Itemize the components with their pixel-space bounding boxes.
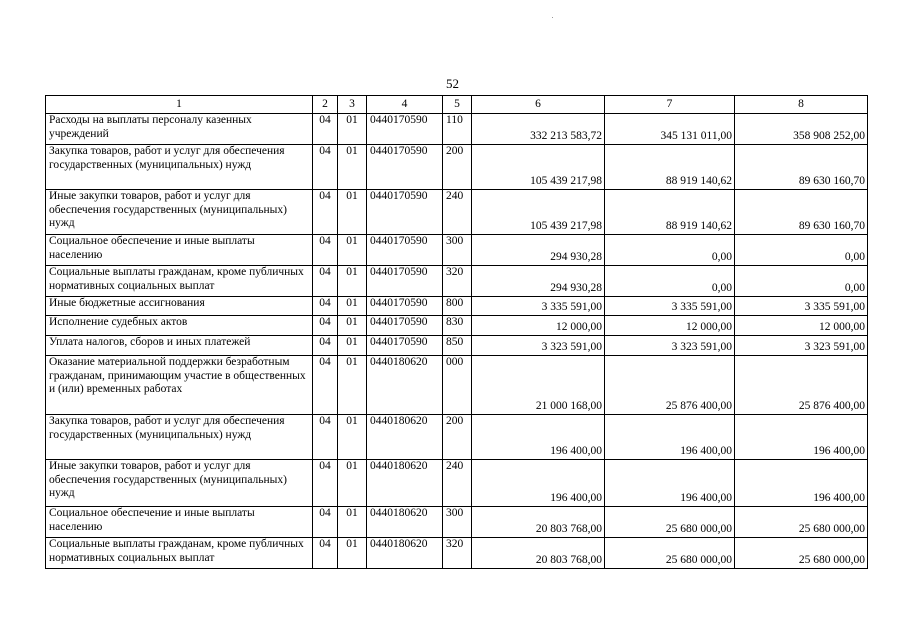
amount-col8: 0,00 bbox=[735, 266, 868, 297]
target-article-code: 0440170590 bbox=[367, 114, 443, 145]
amount-col6: 196 400,00 bbox=[472, 415, 605, 460]
subsection-code: 01 bbox=[338, 538, 367, 569]
subsection-code: 01 bbox=[338, 114, 367, 145]
amount-col8: 3 323 591,00 bbox=[735, 336, 868, 356]
section-code: 04 bbox=[313, 266, 338, 297]
table-row bbox=[46, 507, 868, 538]
amount-col6: 3 323 591,00 bbox=[472, 336, 605, 356]
expense-name: Социальное обеспечение и иные выплаты населению bbox=[46, 235, 313, 266]
subsection-code: 01 bbox=[338, 297, 367, 316]
amount-col8: 196 400,00 bbox=[735, 415, 868, 460]
table-row bbox=[46, 235, 868, 266]
expense-name: Социальные выплаты гражданам, кроме публичных нормативных социальных выплат bbox=[46, 538, 313, 569]
expense-type-code: 200 bbox=[443, 415, 472, 460]
expense-name: Оказание материальной поддержки безработным гражданам, принимающим участие в общественных и (или) временных работах bbox=[46, 356, 313, 415]
amount-col6: 12 000,00 bbox=[472, 316, 605, 336]
table-row bbox=[46, 460, 868, 507]
expense-type-code: 850 bbox=[443, 336, 472, 356]
subsection-code: 01 bbox=[338, 190, 367, 235]
amount-col7: 3 335 591,00 bbox=[605, 297, 735, 316]
target-article-code: 0440180620 bbox=[367, 507, 443, 538]
amount-col6: 294 930,28 bbox=[472, 235, 605, 266]
scan-speck bbox=[552, 17, 553, 18]
subsection-code: 01 bbox=[338, 235, 367, 266]
amount-col7: 0,00 bbox=[605, 266, 735, 297]
section-code: 04 bbox=[313, 460, 338, 507]
section-code: 04 bbox=[313, 415, 338, 460]
expense-type-code: 110 bbox=[443, 114, 472, 145]
expense-name: Закупка товаров, работ и услуг для обеспечения государственных (муниципальных) нужд bbox=[46, 415, 313, 460]
amount-col7: 25 680 000,00 bbox=[605, 538, 735, 569]
expense-type-code: 240 bbox=[443, 190, 472, 235]
amount-col7: 25 680 000,00 bbox=[605, 507, 735, 538]
amount-col6: 20 803 768,00 bbox=[472, 538, 605, 569]
table-row bbox=[46, 336, 868, 356]
table-row bbox=[46, 538, 868, 569]
amount-col7: 345 131 011,00 bbox=[605, 114, 735, 145]
column-header: 2 bbox=[313, 96, 338, 114]
expense-name: Расходы на выплаты персоналу казенных учреждений bbox=[46, 114, 313, 145]
subsection-code: 01 bbox=[338, 460, 367, 507]
table-row bbox=[46, 145, 868, 190]
amount-col6: 3 335 591,00 bbox=[472, 297, 605, 316]
table-row bbox=[46, 190, 868, 235]
table-row bbox=[46, 114, 868, 145]
expense-name: Иные закупки товаров, работ и услуг для обеспечения государственных (муниципальных) нужд bbox=[46, 460, 313, 507]
target-article-code: 0440170590 bbox=[367, 316, 443, 336]
table-row bbox=[46, 266, 868, 297]
subsection-code: 01 bbox=[338, 415, 367, 460]
expense-type-code: 000 bbox=[443, 356, 472, 415]
amount-col6: 332 213 583,72 bbox=[472, 114, 605, 145]
target-article-code: 0440180620 bbox=[367, 460, 443, 507]
subsection-code: 01 bbox=[338, 145, 367, 190]
amount-col8: 25 876 400,00 bbox=[735, 356, 868, 415]
target-article-code: 0440170590 bbox=[367, 336, 443, 356]
expense-name: Закупка товаров, работ и услуг для обеспечения государственных (муниципальных) нужд bbox=[46, 145, 313, 190]
amount-col7: 0,00 bbox=[605, 235, 735, 266]
subsection-code: 01 bbox=[338, 356, 367, 415]
amount-col7: 88 919 140,62 bbox=[605, 190, 735, 235]
amount-col8: 358 908 252,00 bbox=[735, 114, 868, 145]
expense-name: Исполнение судебных актов bbox=[46, 316, 313, 336]
expense-type-code: 800 bbox=[443, 297, 472, 316]
amount-col7: 25 876 400,00 bbox=[605, 356, 735, 415]
target-article-code: 0440180620 bbox=[367, 538, 443, 569]
budget-table bbox=[45, 95, 868, 569]
amount-col6: 196 400,00 bbox=[472, 460, 605, 507]
section-code: 04 bbox=[313, 356, 338, 415]
section-code: 04 bbox=[313, 114, 338, 145]
amount-col7: 3 323 591,00 bbox=[605, 336, 735, 356]
table-row bbox=[46, 356, 868, 415]
amount-col7: 196 400,00 bbox=[605, 415, 735, 460]
target-article-code: 0440170590 bbox=[367, 297, 443, 316]
amount-col8: 0,00 bbox=[735, 235, 868, 266]
target-article-code: 0440180620 bbox=[367, 415, 443, 460]
column-header: 6 bbox=[472, 96, 605, 114]
amount-col6: 105 439 217,98 bbox=[472, 190, 605, 235]
amount-col8: 25 680 000,00 bbox=[735, 538, 868, 569]
amount-col8: 12 000,00 bbox=[735, 316, 868, 336]
subsection-code: 01 bbox=[338, 336, 367, 356]
target-article-code: 0440170590 bbox=[367, 145, 443, 190]
amount-col7: 196 400,00 bbox=[605, 460, 735, 507]
amount-col6: 294 930,28 bbox=[472, 266, 605, 297]
section-code: 04 bbox=[313, 336, 338, 356]
section-code: 04 bbox=[313, 235, 338, 266]
page-number: 52 bbox=[446, 76, 459, 91]
subsection-code: 01 bbox=[338, 507, 367, 538]
column-header: 1 bbox=[46, 96, 313, 114]
amount-col6: 105 439 217,98 bbox=[472, 145, 605, 190]
subsection-code: 01 bbox=[338, 266, 367, 297]
target-article-code: 0440170590 bbox=[367, 235, 443, 266]
column-header: 3 bbox=[338, 96, 367, 114]
section-code: 04 bbox=[313, 316, 338, 336]
column-header: 5 bbox=[443, 96, 472, 114]
amount-col8: 89 630 160,70 bbox=[735, 145, 868, 190]
expense-name: Социальное обеспечение и иные выплаты населению bbox=[46, 507, 313, 538]
expense-name: Уплата налогов, сборов и иных платежей bbox=[46, 336, 313, 356]
expense-type-code: 830 bbox=[443, 316, 472, 336]
expense-type-code: 320 bbox=[443, 266, 472, 297]
column-header: 8 bbox=[735, 96, 868, 114]
amount-col8: 196 400,00 bbox=[735, 460, 868, 507]
section-code: 04 bbox=[313, 145, 338, 190]
amount-col6: 21 000 168,00 bbox=[472, 356, 605, 415]
expense-type-code: 300 bbox=[443, 507, 472, 538]
amount-col6: 20 803 768,00 bbox=[472, 507, 605, 538]
expense-name: Иные бюджетные ассигнования bbox=[46, 297, 313, 316]
section-code: 04 bbox=[313, 190, 338, 235]
table-row bbox=[46, 297, 868, 316]
amount-col8: 3 335 591,00 bbox=[735, 297, 868, 316]
amount-col7: 88 919 140,62 bbox=[605, 145, 735, 190]
table-row bbox=[46, 415, 868, 460]
expense-name: Социальные выплаты гражданам, кроме публичных нормативных социальных выплат bbox=[46, 266, 313, 297]
expense-type-code: 300 bbox=[443, 235, 472, 266]
subsection-code: 01 bbox=[338, 316, 367, 336]
expense-name: Иные закупки товаров, работ и услуг для обеспечения государственных (муниципальных) нужд bbox=[46, 190, 313, 235]
amount-col8: 25 680 000,00 bbox=[735, 507, 868, 538]
amount-col8: 89 630 160,70 bbox=[735, 190, 868, 235]
expense-type-code: 200 bbox=[443, 145, 472, 190]
target-article-code: 0440180620 bbox=[367, 356, 443, 415]
column-header: 4 bbox=[367, 96, 443, 114]
target-article-code: 0440170590 bbox=[367, 266, 443, 297]
table-row bbox=[46, 316, 868, 336]
section-code: 04 bbox=[313, 507, 338, 538]
target-article-code: 0440170590 bbox=[367, 190, 443, 235]
section-code: 04 bbox=[313, 538, 338, 569]
expense-type-code: 240 bbox=[443, 460, 472, 507]
column-header: 7 bbox=[605, 96, 735, 114]
column-header-row bbox=[46, 96, 868, 114]
amount-col7: 12 000,00 bbox=[605, 316, 735, 336]
expense-type-code: 320 bbox=[443, 538, 472, 569]
section-code: 04 bbox=[313, 297, 338, 316]
